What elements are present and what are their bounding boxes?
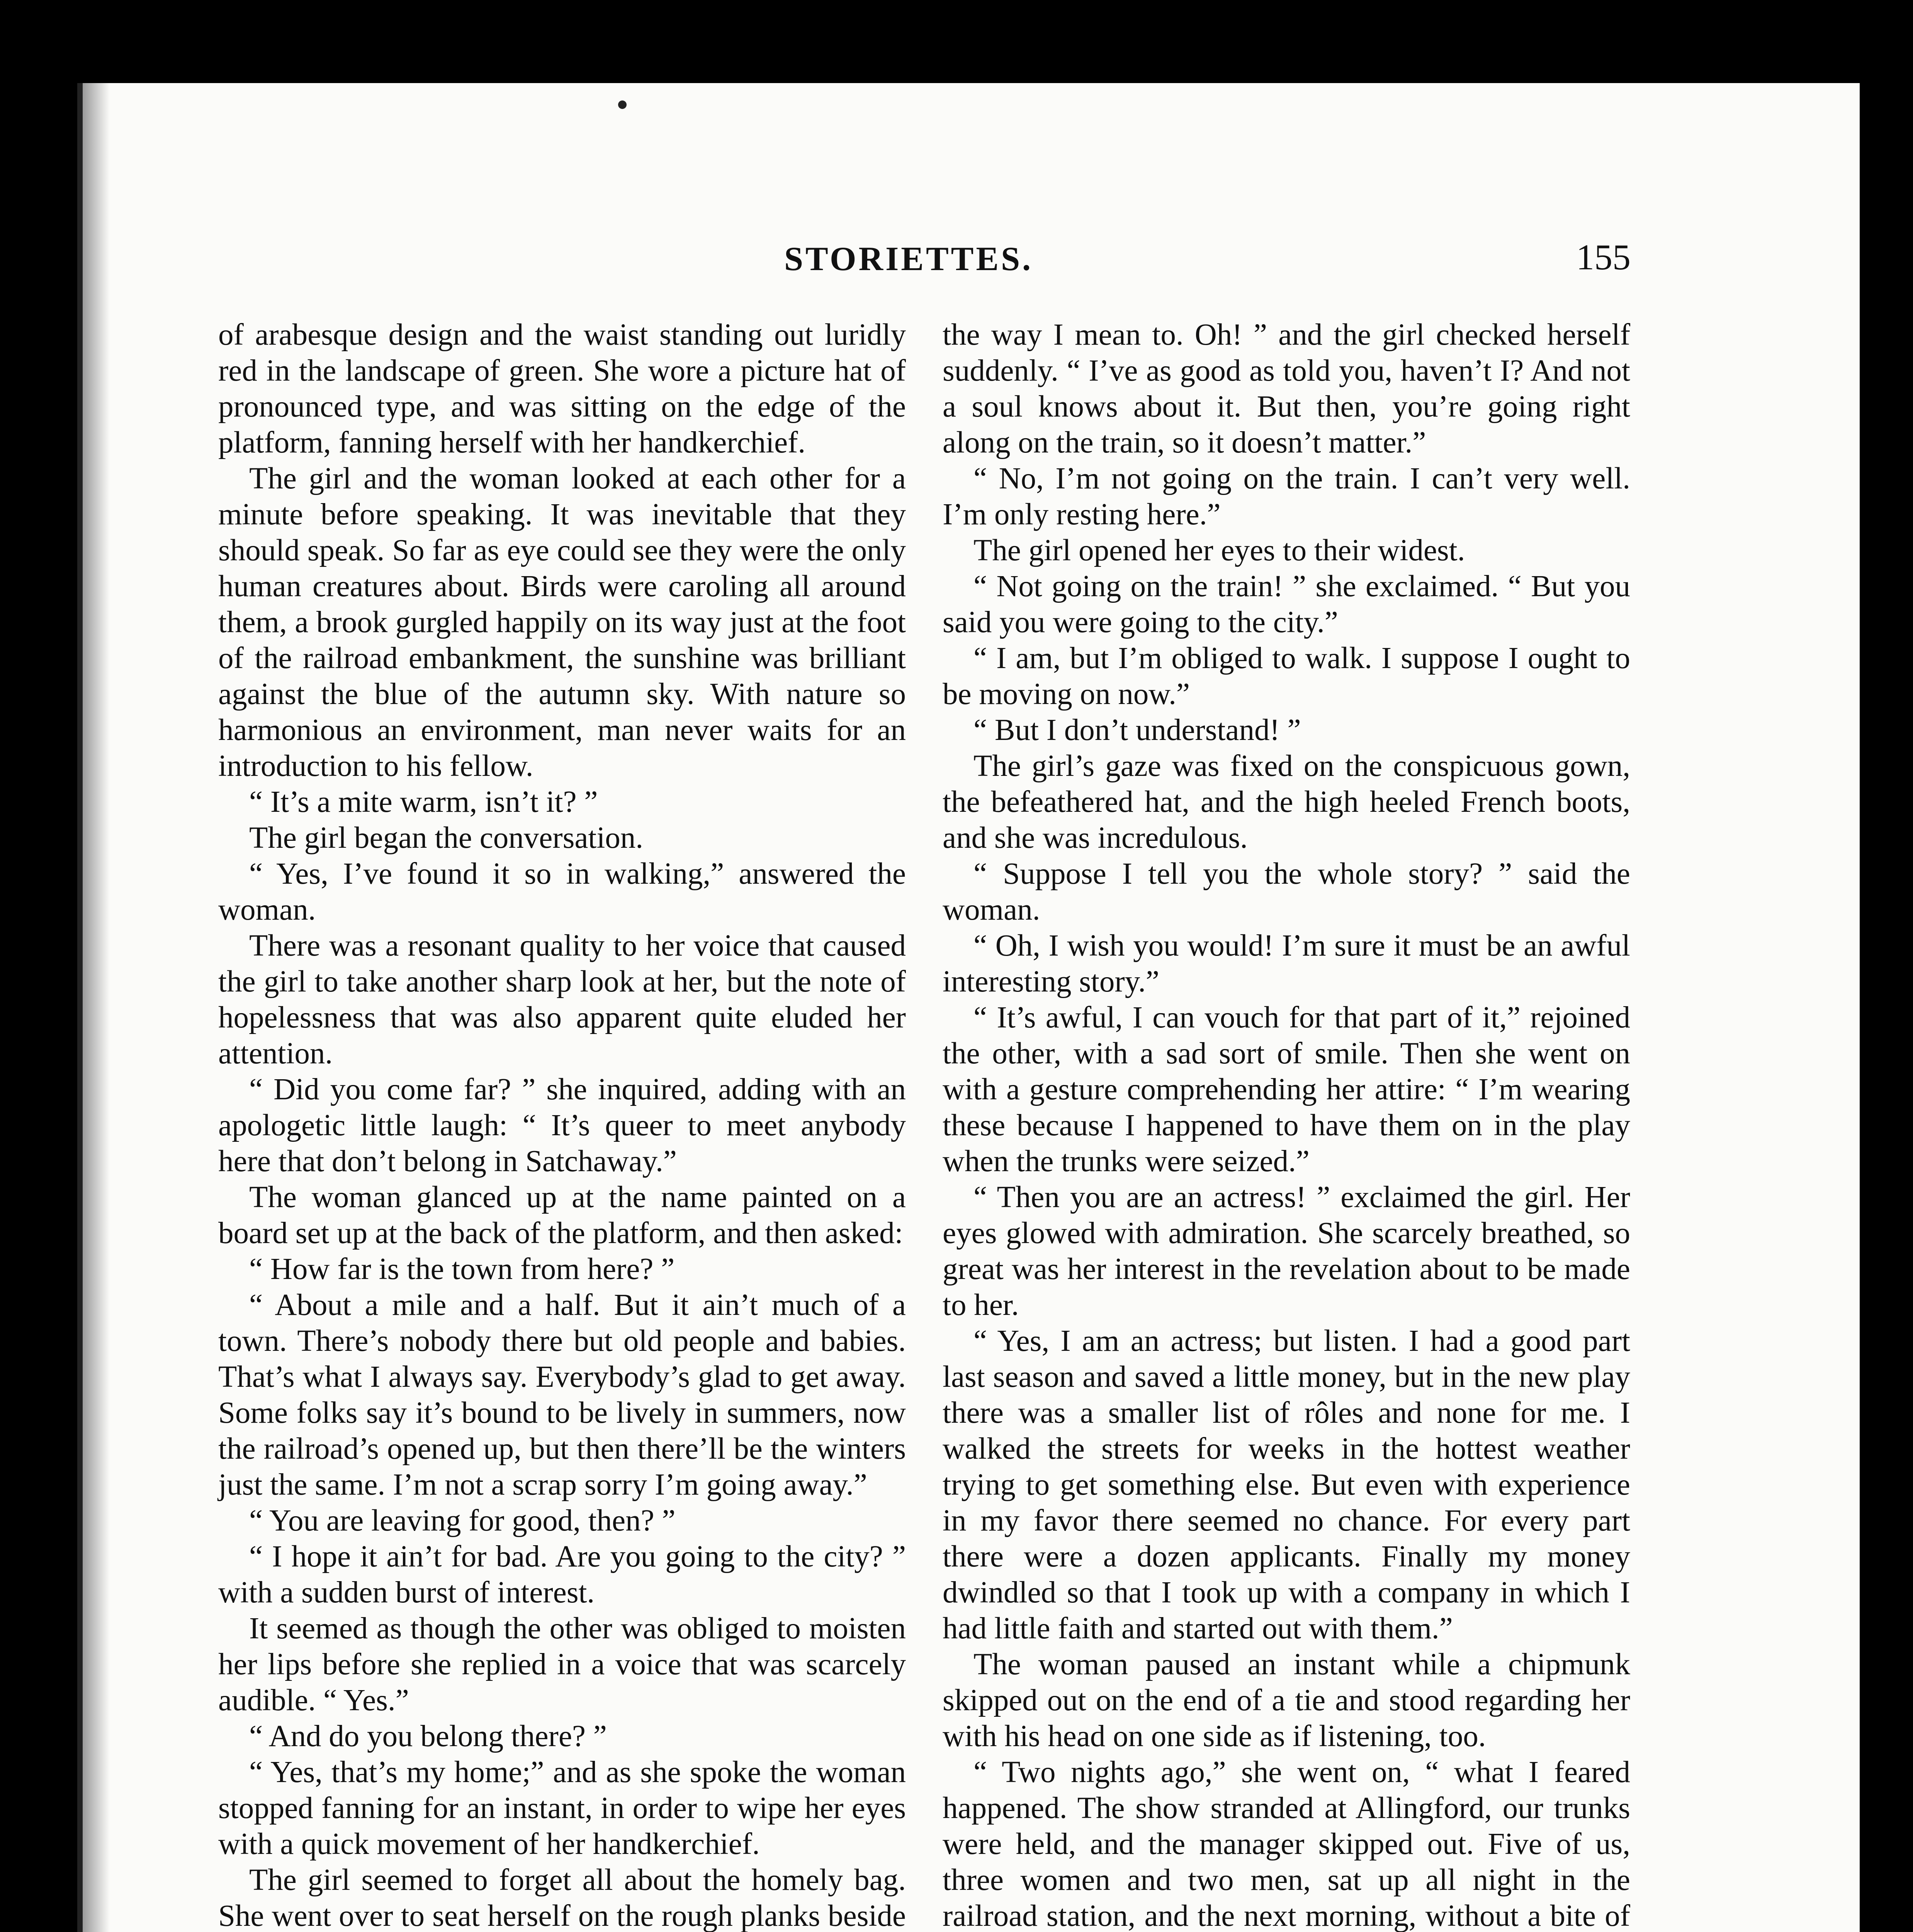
- paragraph: The girl’s gaze was fixed on the conspicuous gown, the befeathered hat, and the high heeled French boots, and she was incredulous.: [943, 749, 1630, 855]
- page-number: 155: [1576, 237, 1631, 277]
- paragraph: “ And do you belong there? ”: [249, 1719, 607, 1753]
- paragraph: “ I hope it ain’t for bad. Are you going to the city? ” with a sudden burst of interest.: [218, 1540, 906, 1609]
- paragraph: “ Yes, I am an actress; but listen. I had a good part last season and saved a little money, but in the new play there was a smaller list of rôles and none for me. I walked the streets for weeks in the hottest weather trying to get something else. But even with experience in my favor there seemed no chance. For every part there were a dozen applicants. Finally my money dwindled so that I took up with a company in which I had little faith and started out with them.”: [943, 1324, 1630, 1645]
- paragraph: The girl seemed to forget all about the homely bag. She went over to seat herself on the rough planks beside: [218, 1863, 906, 1932]
- paragraph: “ Two nights ago,” she went on, “ what I feared happened. The show stranded at Allingford, our trunks were held, and the manager skipped out. Five of us, three women and two men, sat up all night in the railroad station, and the next morning, without a bite of: [943, 1755, 1630, 1932]
- paragraph: “ You are leaving for good, then? ”: [249, 1504, 676, 1537]
- paragraph: The woman paused an instant while a chipmunk skipped out on the end of a tie and stood regarding her with his head on one side as if listening, too.: [943, 1648, 1630, 1753]
- paragraph: There was a resonant quality to her voice that caused the girl to take another sharp look at her, but the note of hopelessness that was also apparent quite eluded her attention.: [218, 929, 906, 1070]
- paragraph: “ But I don’t understand! ”: [973, 713, 1301, 747]
- paragraph: “ Yes, I’ve found it so in walking,” answered the woman.: [218, 857, 906, 927]
- paragraph: “ Then you are an actress! ” exclaimed the girl. Her eyes glowed with admiration. She scarcely breathed, so great was her interest in the revelation about to be made to her.: [943, 1180, 1630, 1322]
- right-text-column: [943, 317, 1630, 1932]
- print-dot: [618, 100, 627, 109]
- paragraph: “ It’s awful, I can vouch for that part of it,” rejoined the other, with a sad sort of smile. Then she went on with a gesture comprehending her attire: “ I’m wearing these because I happened to have them on in the play when the trunks were seized.”: [943, 1001, 1630, 1178]
- paragraph: “ No, I’m not going on the train. I can’t very well. I’m only resting here.”: [943, 462, 1630, 531]
- paragraph: The woman glanced up at the name painted on a board set up at the back of the platform, and then asked:: [218, 1180, 906, 1250]
- paragraph: “ Did you come far? ” she inquired, adding with an apologetic little laugh: “ It’s queer to meet anybody here that don’t belong in Satchaway.”: [218, 1073, 906, 1178]
- paragraph: “ I am, but I’m obliged to walk. I suppose I ought to be moving on now.”: [943, 641, 1630, 711]
- paragraph: “ Not going on the train! ” she exclaimed. “ But you said you were going to the city.”: [943, 570, 1630, 639]
- paragraph: “ Yes, that’s my home;” and as she spoke the woman stopped fanning for an instant, in order to wipe her eyes with a quick movement of her handkerchief.: [218, 1755, 906, 1861]
- paragraph: The girl began the conversation.: [249, 821, 644, 855]
- paragraph: “ Oh, I wish you would! I’m sure it must be an awful interesting story.”: [943, 929, 1630, 998]
- paragraph: “ How far is the town from here? ”: [249, 1252, 675, 1286]
- paragraph: of arabesque design and the waist standing out luridly red in the landscape of green. She wore a picture hat of pronounced type, and was sitting on the edge of the platform, fanning herself with her handkerchief.: [218, 318, 906, 459]
- paragraph: It seemed as though the other was obliged to moisten her lips before she replied in a voice that was scarcely audible. “ Yes.”: [218, 1612, 906, 1717]
- paragraph: The girl opened her eyes to their widest.: [973, 534, 1465, 567]
- paragraph: “ It’s a mite warm, isn’t it? ”: [249, 785, 598, 819]
- paragraph: The girl and the woman looked at each other for a minute before speaking. It was inevitable that they should speak. So far as eye could see they were the only human creatures about. Birds were caroling all around them, a brook gurgled happily on its way just at the foot of the railroad embankment, the sunshine was brilliant against the blue of the autumn sky. With nature so harmonious an environment, man never waits for an introduction to his fellow.: [218, 462, 906, 783]
- binding-gutter: [83, 83, 110, 1932]
- running-head: STORIETTES.: [784, 240, 1033, 278]
- left-text-column: [218, 317, 906, 1932]
- paragraph: “ Suppose I tell you the whole story? ” said the woman.: [943, 857, 1630, 927]
- paragraph: the way I mean to. Oh! ” and the girl checked herself suddenly. “ I’ve as good as told you, haven’t I? And not a soul knows about it. But then, you’re going right along on the train, so it doesn’t matter.”: [943, 318, 1630, 459]
- paragraph: “ About a mile and a half. But it ain’t much of a town. There’s nobody there but old people and babies. That’s what I always say. Everybody’s glad to get away. Some folks say it’s bound to be lively in summers, now the railroad’s opened up, but then there’ll be the winters just the same. I’m not a scrap sorry I’m going away.”: [218, 1288, 906, 1502]
